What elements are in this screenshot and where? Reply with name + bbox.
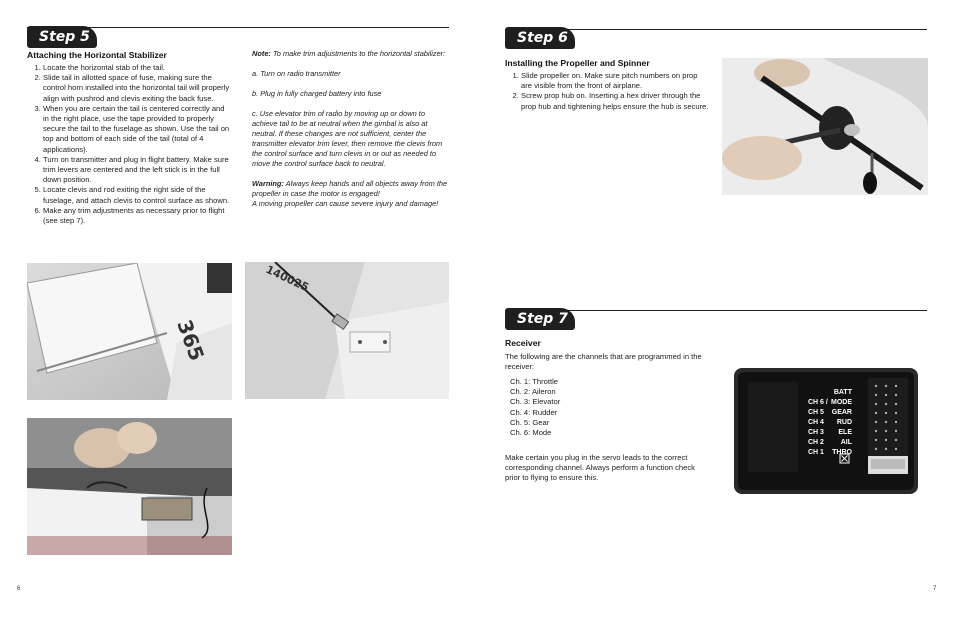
receiver-pin [895,439,897,441]
receiver-channel-label: CH 1 [808,449,824,456]
receiver-pin [875,394,877,396]
photo-tail-attach [27,263,232,400]
note-text: To make trim adjustments to the horizontal stabilizer: [270,49,446,58]
receiver-pin [895,394,897,396]
receiver-function-label: RUD [836,419,852,426]
channel-list-item: Ch. 1: Throttle [510,377,558,386]
receiver-pin [875,421,877,423]
receiver-pin [885,412,887,414]
receiver-pin [895,403,897,405]
step6-list-item: 2. Screw prop hub on. Inserting a hex driver through the prop hub and tightening helps ensure the hub is secure. [521,91,709,111]
receiver-pin [875,403,877,405]
page-number-left: 6 [17,586,21,592]
step5-heading: Attaching the Horizontal Stabilizer [27,50,167,60]
receiver-function-label: AIL [840,439,852,446]
step5-list-item: 2. Slide tail in allotted space of fuse, making sure the control horn installed into the horizontal tail will properly align with pushrod and clevis exiting the back fuse. [43,73,231,104]
receiver-pin [895,412,897,414]
step6-badge: Step 6 [505,27,575,49]
receiver-pin [885,439,887,441]
receiver-channel-label: CH 2 [808,439,824,446]
step6-list-item: 1. Slide propeller on. Make sure pitch numbers on prop are visible from the front of airplane. [521,71,709,91]
channel-list-block [510,377,660,438]
receiver-channel-label: CH 6 / [808,399,828,406]
receiver-illustration [734,368,918,494]
photo1-number: 365 [172,316,210,364]
channel-list-item: Ch. 5: Gear [510,417,550,427]
receiver-channel-label: CH 5 [808,409,824,416]
receiver-pin [885,394,887,396]
channel-list-item: Ch. 6: Mode [510,428,552,438]
receiver-pin [875,448,877,450]
receiver-pin [895,430,897,432]
receiver-pin [895,385,897,387]
receiver-function-label: GEAR [831,409,852,416]
photo-battery [27,418,232,555]
step5-badge: Step 5 [27,26,97,48]
receiver-function-label: MODE [831,399,852,406]
receiver-function-label: ELE [838,429,852,436]
receiver-pin [895,448,897,450]
step7-outro: Make certain you plug in the servo leads to the correct corresponding channel. Always perform a function check prior to flying to ensure this. [505,453,695,483]
channel-list-item: Ch. 3: Elevator [510,397,561,407]
receiver-pin [895,421,897,423]
receiver-pin [885,385,887,387]
photo-propeller [722,58,928,195]
warning-text-2: A moving propeller can cause severe injury and damage! [252,199,439,208]
warning-text: Always keep hands and all objects away from the propeller in case the motor is engaged! [252,179,448,198]
channel-list-item: Ch. 2: Aileron [510,387,556,397]
step5-list-item: 1. Locate the horizontal stab of the tail. [43,63,231,73]
step5-list-item: 5. Locate clevis and rod exiting the right side of the fuselage, and attach clevis to control surface as shown. [43,185,231,205]
receiver-channel-label: CH 4 [808,419,824,426]
note-label: Note: [252,49,271,58]
note-a: a. Turn on radio transmitter [252,69,341,78]
receiver-function-label: THRO [832,449,852,456]
receiver-pin [885,430,887,432]
receiver-pin [885,421,887,423]
page-number-right: 7 [933,586,937,592]
step5-note [252,49,450,209]
step7-intro: The following are the channels that are programmed in the receiver: [505,352,702,372]
receiver-pin [875,439,877,441]
step5-instructions [27,63,231,226]
photo-clevis [245,262,449,399]
note-b: b. Plug in fully charged battery into fuse [252,89,382,98]
photo2-number: 140025 [263,262,311,295]
step7-badge: Step 7 [505,308,575,330]
note-c: c. Use elevator trim of radio by moving up or down to achieve tail to be at neutral when the gimbal is also at neutral. If these changes are not sufficient, center the transmitter elevator trim lever, then remove the clevis from the control surface and turn clevis in or out as needed to move the control surface back to neutral. [252,109,443,168]
receiver-pin [885,403,887,405]
warning-label: Warning: [252,179,284,188]
step5-list-item: 4. Turn on transmitter and plug in flight battery. Make sure trim levers are centered and the left stick is in the full down position. [43,155,231,186]
step7-heading: Receiver [505,338,541,348]
receiver-pin [875,412,877,414]
channel-list-item: Ch. 4: Rudder [510,407,558,417]
receiver-channel-label: CH 3 [808,429,824,436]
step6-instructions [505,71,709,112]
receiver-pin [875,385,877,387]
step6-heading: Installing the Propeller and Spinner [505,58,650,68]
step5-list-item: 6. Make any trim adjustments as necessary prior to flight (see step 7). [43,206,231,226]
receiver-pin [875,430,877,432]
receiver-function-label: BATT [833,389,852,396]
step5-list-item: 3. When you are certain the tail is centered correctly and in the right place, use the tape provided to properly secure the tail to the fuselage as shown. Use the tail on top and bottom of each side of the tail (total of 4 applications). [43,104,231,155]
receiver-pin [885,448,887,450]
